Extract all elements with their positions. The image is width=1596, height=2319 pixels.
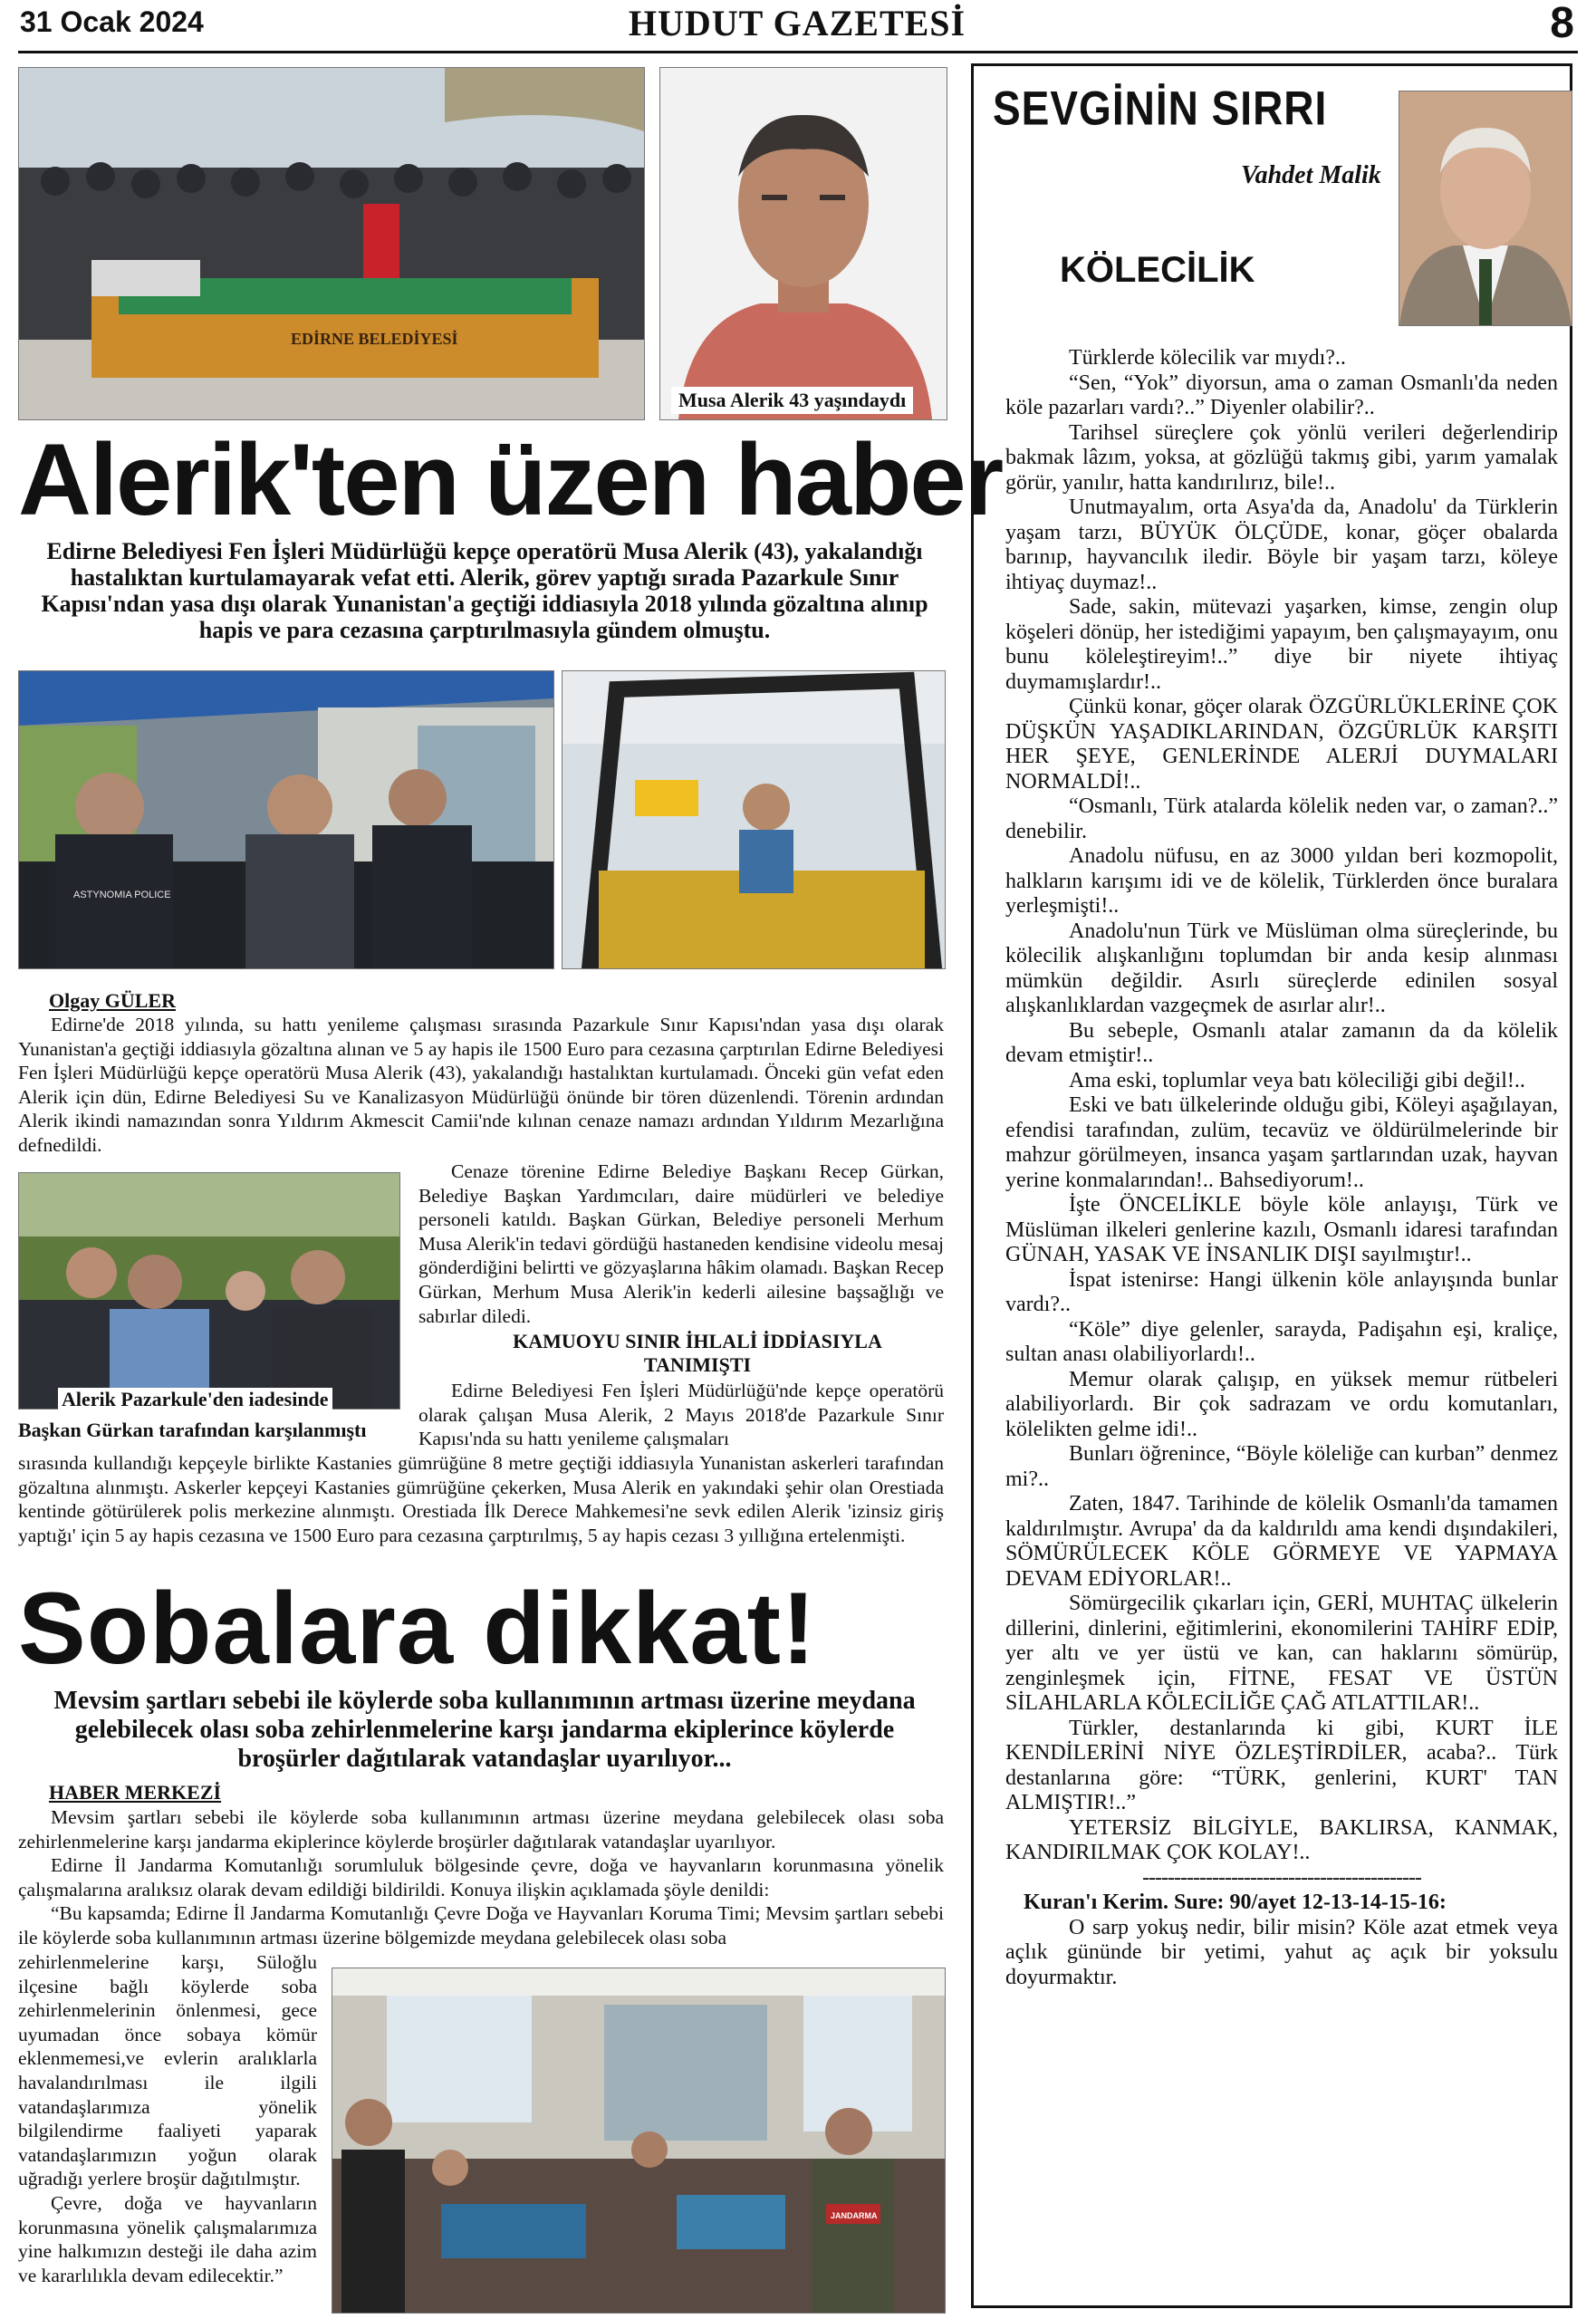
paragraph: Mevsim şartları sebebi ile köylerde soba kullanımının artması üzerine meydana gelebilecek olası soba zehirlenmelerine karşı jandarma ekiplerince köylerde broşürler dağıtılarak vatandaşlar uyarılıyor. [18,1806,944,1852]
story1-para3a [418,1379,944,1451]
column-section-title: SEVGİNİN SIRRI [993,81,1328,135]
paragraph: Cenaze törenine Edirne Belediye Başkanı Recep Gürkan, Belediye Başkan Yardımcıları, daire müdürleri ve belediye personeli katıldı. Başkan Gürkan, Belediye personeli Merhum Musa Alerik'in tedavi gördüğü hastaneden kendisine videolu mesaj gönderdiğini belirtti ve gözyaşlarına hâkim olamadı. Başkan Recep Gürkan, Merhum Musa Alerik'in kederli ailesine başsağlığı ve sabırlar diledi. [418,1160,944,1327]
quran-reference: Kuran'ı Kerim. Sure: 90/ayet 12-13-14-15-16: [1024,1891,1447,1914]
column-paragraph: İşte ÖNCELİKLE böyle köle anlayışı, Türk ve Müslüman ilkeleri genlerine kazılı, Osmanlı idaresi tarafından GÜNAH, YASAK VE İNSANLIK DIŞI sayılmıştır!.. [1005,1193,1558,1266]
column-paragraph: Bunları öğrenince, “Böyle köleliğe can kurban” denmez mi?.. [1005,1442,1558,1491]
story1-byline: Olgay GÜLER [49,989,176,1012]
column-body [1005,346,1558,1990]
column-title: KÖLECİLİK [1060,250,1255,290]
reception-photo [18,1172,400,1410]
story1-subhead: KAMUOYU SINIR İHLALİ İDDİASIYLA TANIMIŞTI [513,1330,882,1376]
quran-quote: O sarp yokuş nedir, bilir misin? Köle azat etmek veya açlık gününde bir yetimi, yahut aç açık bir yoksulu doyurmaktır. [1005,1915,1558,1989]
issue-date: 31 Ocak 2024 [20,5,204,38]
story1-para3b [18,1451,944,1547]
story1-para2 [418,1160,944,1328]
police-vest-text: ASTYNOMIA POLICE [73,890,171,900]
reception-caption-line1: Alerik Pazarkule'den iadesinde [58,1388,332,1411]
story2-headline: Sobalara dikkat! [18,1572,817,1685]
sign-label: JANDARMA [831,2211,878,2220]
story2-byline: HABER MERKEZİ [49,1781,222,1804]
story1-para1 [18,1013,944,1158]
story1-headline: Alerik'ten üzen haber [18,423,1003,536]
column-paragraph: “Osmanlı, Türk atalarda kölelik neden var, o zaman?..” denebilir. [1005,794,1558,843]
story2-lead: Mevsim şartları sebebi ile köylerde soba kullanımının artması üzerine meydana gelebilecek olası soba zehirlenmelerine karşı jandarma ekiplerince köylerde broşürler dağıtılarak vatandaşlar uyarılıyor... [53,1687,916,1773]
gendarmerie-visit-photo [332,1968,946,2314]
column-paragraph: İspat istenirse: Hangi ülkenin köle anlayışında bunlar vardı?.. [1005,1267,1558,1316]
police-escort-photo [18,670,554,969]
paragraph: Edirne'de 2018 yılında, su hattı yenileme çalışması sırasında Pazarkule Sınır Kapısı'ndan yasa dışı olarak Yunanistan'a geçtiği iddiasıyla gözaltına alınan ve 5 ay hapis ile 1500 Euro para cezasına çarptırılan Edirne Belediyesi Fen İşleri Müdürlüğü kepçe operatörü Musa Alerik (43), yakalandığı hastalıktan kurtulamadı. Önceki gün vefat eden Alerik için dün, Edirne Belediyesi Su ve Kanalizasyon Müdürlüğü önünde bir tören düzenlendi. Törenin ardından Alerik ikindi namazından sonra Yıldırım Akmescit Camii'nde kılınan cenaze namazı ardından Yıldırım Mezarlığına defnedildi. [18,1014,944,1156]
column-paragraph: Zaten, 1847. Tarihinde de kölelik Osmanlı'da tamamen kaldırılmıştır. Avrupa' da da kaldırıldı ama kendi dışındakileri, SÖMÜRÜLECEK KÖLE GÖRMEYE VE YAPMAYA DEVAM EDİYORLAR!.. [1005,1492,1558,1591]
paragraph: Çevre, doğa ve hayvanların korunmasına yönelik çalışmalarımıza yine halkımızın desteği ile daha azim ve kararlılıkla devam edilecektir.” [18,2191,317,2286]
column-paragraph: “Sen, “Yok” diyorsun, ama o zaman Osmanlı'da neden köle pazarları vardı?..” Diyenler olabilir?.. [1005,370,1558,419]
paragraph: Edirne İl Jandarma Komutanlığı sorumluluk bölgesinde çevre, doğa ve hayvanların korunmasına yönelik çalışmalarına aralıksız olarak devam edildiği bildirildi. Konuya ilişkin açıklamada şöyle denildi: [18,1854,944,1900]
column-paragraph: Anadolu'nun Türk ve Müslüman olma süreçlerinde, bu kölecilik alışkanlığını toplumdan bir anda kesip alınması mümkün değildir. Asırlı süreçlerde edinilen sosyal alışkanlıklardan vazgeçmek de asırlar alır!.. [1005,919,1558,1017]
column-paragraph: Türklerde kölecilik var mıydı?.. [1069,346,1346,370]
paragraph: “Bu kapsamda; Edirne İl Jandarma Komutanlığı Çevre Doğa ve Hayvanları Koruma Timi; Mevsim şartları sebebi ile köylerde soba kullanımının artması üzerine bölgemizde meydana gelebilecek olası soba [18,1902,944,1949]
newspaper-name: HUDUT GAZETESİ [628,3,966,43]
columnist-photo [1399,91,1572,326]
column-paragraph: Tarihsel süreçlere çok yönlü verileri değerlendirip bakmak lâzım, yoksa, at gözlüğü takmış gibi, yarım yamalak görür, yanılır, hatta kandırılırız, bile!.. [1005,420,1558,495]
column-paragraph: Türkler, destanlarında ki gibi, KURT İLE KENDİLERİNİ NİYE ÖZLEŞTİRDİLER, acaba?.. Türk destanlarına göre: “TÜRK, genlerini, KURT' TAN ALMIŞTIR!..” [1005,1716,1558,1814]
column-divider: -------------------------------------------- [1142,1865,1421,1890]
column-author: Vahdet Malik [1241,161,1381,189]
column-paragraph: Sade, sakin, mütevazi yaşarken, kimse, zengin olup köşeleri dönüp, her istediğimi yapayım, ben çalışmayayım, onu bunu köleleştireyim!..” diye bir niyete ihtiyaç duymamışlardır!.. [1005,595,1558,694]
story2-body-left [18,1950,317,2287]
column-paragraph: “Köle” diye gelenler, sarayda, Padişahın eşi, kraliçe, sultan anası olabiliyorlardı!.. [1005,1317,1558,1366]
column-paragraph: Sömürgecilik çıkarları için, GERİ, MUHTAÇ ülkelerin dillerini, dinlerini, eğitimlerini, ekonomilerini TAHİRF EDİP, yer altı ve yer üstü ve kan, can haklarını sömürüp, zenginleşmek için, FİTNE, FESAT VE ÜSTÜN SİLAHLARLA KÖLECİLİĞE ÇAĞ ATLATTILAR!.. [1005,1592,1558,1715]
coffin-label: EDİRNE BELEDİYESİ [291,330,458,348]
paragraph: zehirlenmelerine karşı, Süloğlu ilçesine bağlı köylerde soba zehirlenmelerinin önlenmesi, gece uyumadan önce sobaya kömür eklenmemesi,ve evlerin aralıklarla havalandırılması ile ilgili vatandaşlarımıza yönelik bilgilendirme faaliyeti yaparak vatandaşlarımızın yoğun olarak uğradığı yerlere broşür dağıtılmıştır. [18,1951,317,2190]
column-paragraph: Memur olarak çalışıp, en yüksek memur rütbeleri alabiliyorlardı. Bir çok sadrazam ve ordu komutanları, kölelikten gelme idi!.. [1005,1367,1558,1441]
masthead [18,0,1578,53]
story1-lead: Edirne Belediyesi Fen İşleri Müdürlüğü kepçe operatörü Musa Alerik (43), yakalandığı hastalıktan kurtulamayarak vefat etti. Alerik, görev yaptığı sırada Pazarkule Sınır Kapısı'ndan yasa dışı olarak Yunanistan'a geçtiği iddiasıyla 2018 yılında gözaltına alınıp hapis ve para cezasına çarptırılmasıyla gündem olmuştu. [41,538,928,643]
excavator-photo [562,670,946,969]
portrait-photo [659,67,947,420]
column-paragraph: Bu sebeple, Osmanlı atalar zamanın da da kölelik devam etmiştir!.. [1005,1018,1558,1067]
funeral-photo [18,67,645,420]
column-paragraph: Anadolu nüfusu, en az 3000 yıldan beri kozmopolit, halkların karışımı idi ve de kölelik, Türklerden önce buralara yerleşmişti!.. [1005,844,1558,918]
paragraph: sırasında kullandığı kepçeyle birlikte Kastanies gümrüğüne 8 metre geçtiği iddiasıyla Yunanistan askerleri tarafından gözaltına alınmıştı. Askerler kepçeyi Kastanies gümrüğüne çekerken, Musa Alerik en yakındaki şehir olan Orestiada kentinde götürülerek polis merkezine alınmıştı. Orestiada İlk Derece Mahkemesi'ne sevk edilen Alerik 'izinsiz giriş yaptığı' için 5 ay hapis cezasına ve 1500 Euro para cezasına çarptırılmış, 5 ay hapis cezası 3 yıllığına ertelenmişti. [18,1452,944,1546]
column-paragraph: YETERSİZ BİLGİYLE, BAKLIRSA, KANMAK, KANDIRILMAK ÇOK KOLAY!.. [1005,1815,1558,1864]
portrait-caption: Musa Alerik 43 yaşındaydı [671,387,913,414]
page-number: 8 [1550,0,1574,47]
column-paragraph: Unutmayalım, orta Asya'da da, Anadolu' da Türklerin yaşam tarzı, BÜYÜK ÖLÇÜDE, konar, göçer obalarda barınıp, hayvancılık iledir. Böyle bir yaşam tarzı, köleye ihtiyaç duymaz!.. [1005,496,1558,594]
reception-caption-line2: Başkan Gürkan tarafından karşılanmıştı [18,1419,367,1441]
column-paragraph: Çünkü konar, göçer olarak ÖZGÜRLÜKLERİNE ÇOK DÜŞKÜN YAŞADIKLARINDAN, ÖZGÜRLÜK KARŞITI HER ŞEYE, GENLERİNDE ALERJİ DUYMALARI NORMALDİ!.. [1005,695,1558,794]
story2-body-top [18,1805,944,1950]
column-paragraph: Ama eski, toplumlar veya batı köleciliği gibi değil!.. [1069,1068,1525,1092]
paragraph: Edirne Belediyesi Fen İşleri Müdürlüğü'nde kepçe operatörü olarak çalışan Musa Alerik, 2 Mayıs 2018'de Pazarkule Sınır Kapısı'nda su hattı yenileme çalışmaları [418,1380,944,1450]
column-paragraph: Eski ve batı ülkelerinde olduğu gibi, Köleyi aşağılayan, efendisi tarafından, zulüm, tecavüz ve öldürülmelerinde bir mahzur görülmeyen, insanca yaşam şartlarından uzak, hayvan yerine konmalarından!.. Bahsediyorum!.. [1005,1093,1558,1192]
